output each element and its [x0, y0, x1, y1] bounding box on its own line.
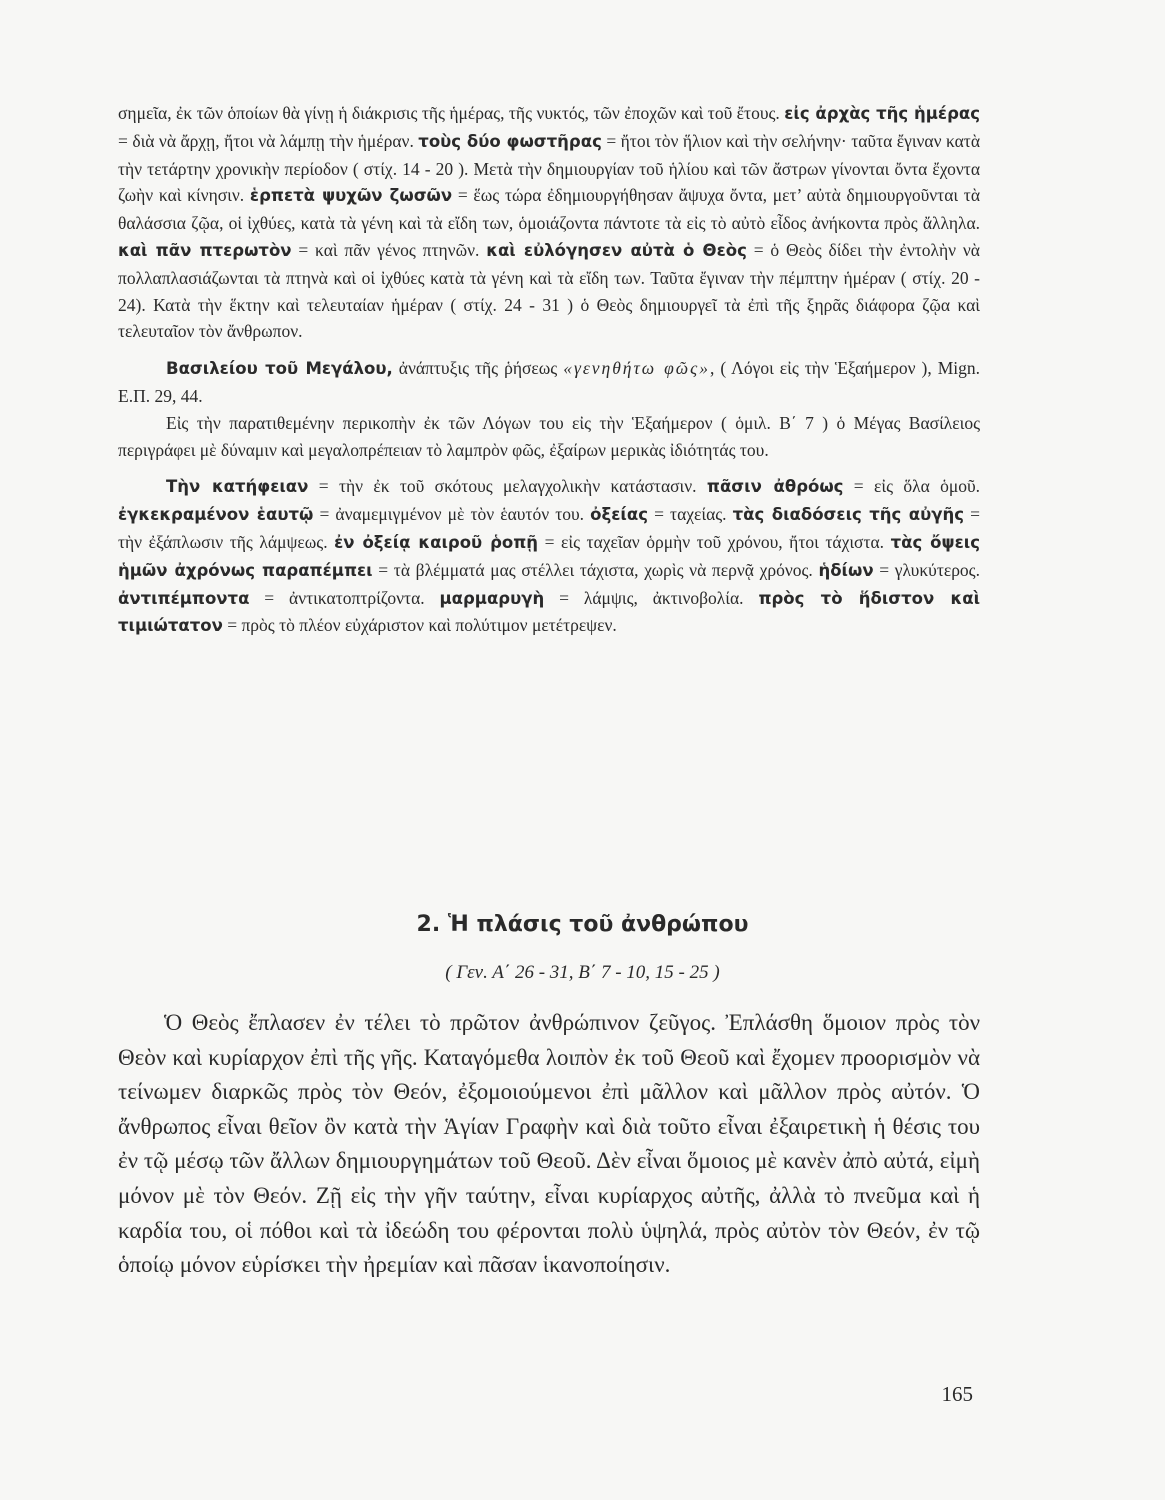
lemma-term: καὶ εὐλόγησεν αὐτὰ ὁ Θεὸς — [486, 240, 747, 260]
chapter-heading: 2. Ἡ πλάσις τοῦ ἀνθρώπου — [416, 912, 749, 937]
lemma-term: τοὺς δύο φωστῆρας — [418, 131, 602, 151]
lemma-term: ἡδίων — [818, 560, 874, 580]
paragraph-text: = τὰ βλέμματά μας στέλλει τάχιστα, χωρὶς νὰ περνᾷ χρόνος. — [372, 559, 819, 580]
paragraph-text: = ἀντικατοπτρίζοντα. — [249, 587, 440, 608]
lemma-term: τὰς διαδόσεις τῆς αὐγῆς — [732, 505, 965, 525]
commentary-paragraph-glossary — [118, 473, 980, 640]
page-number: 165 — [941, 1382, 973, 1406]
paragraph-text: Εἰς τὴν παρατιθεμένην περικοπὴν ἐκ τῶν Λόγων του εἰς τὴν Ἑξαήμερον ( ὁμιλ. Β΄ 7 ) ὁ Μέγας Βασίλειος περιγράφει μὲ δύναμιν καὶ μεγαλοπρέπειαν τὸ λαμπρὸν φῶς, ἐξαίρων μερικὰς ἰδιότητάς του. — [118, 412, 980, 460]
paragraph-text: = διὰ νὰ ἄρχῃ, ἤτοι νὰ λάμπῃ τὴν ἡμέραν. — [118, 130, 419, 151]
lemma-term: ἀντιπέμποντα — [118, 588, 250, 608]
paragraph-text: , ( Λόγοι εἰς τὴν Ἑξαήμερον ), Mign. Ε.Π. 29, 44. — [118, 358, 980, 406]
lemma-term: ὀξείας — [590, 505, 648, 525]
paragraph-text: = τὴν ἐκ τοῦ σκότους μελαγχολικὴν κατάστασιν. — [308, 476, 707, 497]
lemma-term: εἰς ἀρχὰς τῆς ἡμέρας — [784, 104, 981, 123]
scripture-reference: ( Γεν. Α΄ 26 - 31, Β΄ 7 - 10, 15 - 25 ) — [445, 962, 720, 983]
paragraph-text: = τὴν ἐξάπλωσιν τῆς λάμψεως. — [118, 504, 980, 552]
paragraph-text: = εἰς ὅλα ὁμοῦ. — [843, 476, 981, 497]
paragraph-text: = ἤτοι τὸν ἥλιον καὶ τὴν σελήνην· ταῦτα ἔγιναν κατὰ τὴν τετάρτην χρονικὴν περίοδον ( στίχ. 14 - 20 ). Μετὰ τὴν δημιουργίαν τοῦ ἡλίου καὶ τῶν ἄστρων γίνονται ὄντα ἔχοντα ζωὴν καὶ κίνησιν. — [118, 130, 981, 206]
lemma-term: μαρμαρυγὴ — [439, 588, 545, 608]
paragraph-text: = εἰς ταχεῖαν ὁρμὴν τοῦ χρόνου, ἤτοι τάχιστα. — [538, 531, 891, 552]
lemma-term: Τὴν κατήφειαν — [166, 477, 309, 497]
lemma-term: ἑρπετὰ ψυχῶν ζωσῶν — [249, 186, 453, 206]
lemma-term: ἐν ὀξείᾳ καιροῦ ῥοπῇ — [334, 532, 539, 552]
commentary-section — [118, 100, 980, 640]
paragraph-text: = ταχείας. — [647, 504, 733, 525]
lemma-term: πρὸς τὸ ἥδιστον καὶ τιμιώτατον — [118, 588, 980, 636]
main-paragraph: Ὁ Θεὸς ἔπλασεν ἐν τέλει τὸ πρῶτον ἀνθρώπινον ζεῦγος. Ἐπλάσθη ὅμοιον πρὸς τὸν Θεὸν καὶ κυρίαρχον ἐπὶ τῆς γῆς. Καταγόμεθα λοιπὸν ἐκ τοῦ Θεοῦ καὶ ἔχομεν προορισμὸν νὰ τείνωμεν διαρκῶς πρὸς τὸν Θεόν, ἐξομοιούμενοι ἐπὶ μᾶλλον καὶ μᾶλλον πρὸς αὐτόν. Ὁ ἄνθρωπος εἶναι θεῖον ὂν κατὰ τὴν Ἁγίαν Γραφὴν καὶ διὰ τοῦτο εἶναι ἐξαιρετικὴ ἡ θέσις του ἐν τῷ μέσῳ τῶν ἄλλων δημιουργημάτων τοῦ Θεοῦ. Δὲν εἶναι ὅμοιος μὲ κανὲν ἀπὸ αὐτά, εἰμὴ μόνον μὲ τὸν Θεόν. Ζῇ εἰς τὴν γῆν ταύτην, εἶναι κυρίαρχος αὐτῆς, ἀλλὰ τὸ πνεῦμα καὶ ἡ καρδία του, οἱ πόθοι καὶ τὰ ἰδεώδη του φέρονται πολὺ ὑψηλά, πρὸς αὐτὸν τὸν Θεόν, ἐν τῷ ὁποίῳ μόνον εὑρίσκει τὴν ἠρεμίαν καὶ πᾶσαν ἱκανοποίησιν. — [118, 1010, 980, 1278]
commentary-paragraph-basil-title — [118, 355, 980, 410]
paragraph-text: = καὶ πᾶν γένος πτηνῶν. — [291, 239, 487, 260]
paragraph-text: ἀνάπτυξις τῆς ῥήσεως — [392, 358, 564, 379]
paragraph-text: = γλυκύτερος. — [873, 559, 980, 580]
lemma-term: πᾶσιν ἀθρόως — [706, 477, 844, 497]
quoted-phrase: «γενηθήτω φῶς» — [563, 358, 710, 379]
lemma-term: ἐγκεκραμένον ἑαυτῷ — [118, 505, 314, 525]
commentary-paragraph-basil-intro — [118, 410, 980, 464]
paragraph-text: = ἕως τώρα ἐδημιουργήθησαν ἄψυχα ὄντα, μετ’ αὐτὰ δημιουργοῦνται τὰ θαλάσσια ζῷα, οἱ ἰχθύες, κατὰ τὰ γένη καὶ τὰ εἴδη των, ὁμοιάζοντα πάντοτε τὰ εἰς τὸ αὐτὸ εἶδος ἀνήκοντα πρὸς ἄλληλα. — [118, 185, 980, 234]
paragraph-text: σημεῖα, ἐκ τῶν ὁποίων θὰ γίνῃ ἡ διάκρισις τῆς ἡμέρας, τῆς νυκτός, τῶν ἐποχῶν καὶ τοῦ ἔτους. — [118, 103, 785, 123]
lemma-term: τὰς ὄψεις ἡμῶν ἀχρόνως παραπέμπει — [118, 532, 981, 580]
commentary-paragraph-genesis — [118, 100, 980, 345]
paragraph-text: = λάμψις, ἀκτινοβολία. — [544, 587, 759, 608]
lemma-term: καὶ πᾶν πτερωτὸν — [118, 240, 292, 260]
lemma-term: Βασιλείου τοῦ Μεγάλου, — [166, 359, 393, 379]
paragraph-text: = πρὸς τὸ πλέον εὐχάριστον καὶ πολύτιμον μετέτρεψεν. — [222, 615, 617, 636]
paragraph-text: = ἀναμεμιγμένον μὲ τὸν ἑαυτόν του. — [313, 504, 591, 525]
paragraph-text: = ὁ Θεὸς δίδει τὴν ἐντολὴν νὰ πολλαπλασιάζωνται τὰ πτηνὰ καὶ οἱ ἰχθύες κατὰ τὰ γένη καὶ τὰ εἴδη των. Ταῦτα ἔγιναν τὴν πέμπτην ἡμέραν ( στίχ. 20 - 24). Κατὰ τὴν ἕκτην καὶ τελευταίαν ἡμέραν ( στίχ. 24 - 31 ) ὁ Θεὸς δημιουργεῖ τὰ ἐπὶ τῆς ξηρᾶς διάφορα ζῷα καὶ τελευταῖον τὸν ἄνθρωπον. — [118, 239, 980, 342]
